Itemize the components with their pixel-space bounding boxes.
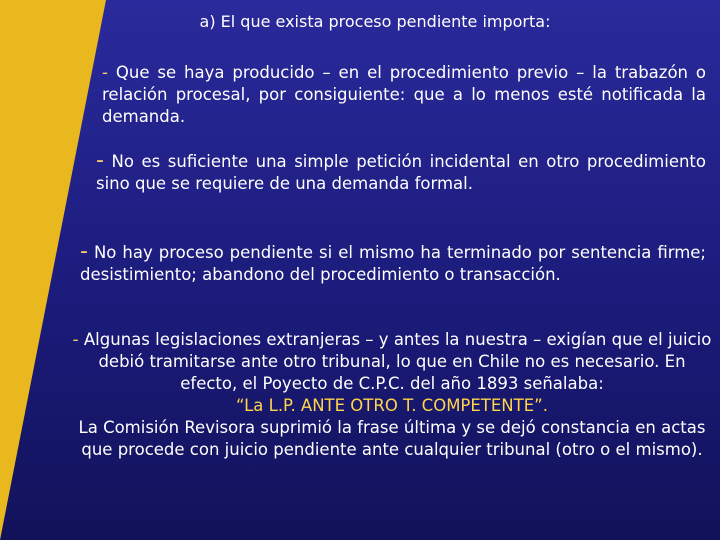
point-4-closing: La Comisión Revisora suprimió la frase última y se dejó constancia en actas que procede con juicio pendiente ante cualquier tribunal (otro o el mismo). [78,418,706,459]
point-4-quote: “La L.P. ANTE OTRO T. COMPETENTE”. [236,396,548,415]
point-1 [102,62,706,128]
point-3 [80,239,706,286]
point-2-text: No es suficiente una simple petición incidental en otro procedimiento sino que se requiere de una demanda formal. [96,152,706,193]
point-4 [72,329,712,461]
slide-title: a) El que exista proceso pendiente importa: [199,12,551,31]
point-4-text: Algunas legislaciones extranjeras – y antes la nuestra – exigían que el juicio debió tramitarse ante otro tribunal, lo que en Chile no es necesario. En efecto, el Poyecto de C.P.C. del año 1893 señalaba: [83,330,712,393]
point-4-dash: - [72,330,79,349]
point-3-dash: - [80,239,88,264]
point-2 [96,148,706,195]
point-2-dash: - [96,148,104,173]
point-1-dash: - [102,63,108,82]
point-3-text: No hay proceso pendiente si el mismo ha terminado por sentencia firme; desistimiento; abandono del procedimiento o transacción. [80,243,706,284]
point-1-text: Que se haya producido – en el procedimiento previo – la trabazón o relación procesal, por consiguiente: que a lo menos esté notificada la demanda. [102,63,706,126]
point-4-body [72,329,712,395]
